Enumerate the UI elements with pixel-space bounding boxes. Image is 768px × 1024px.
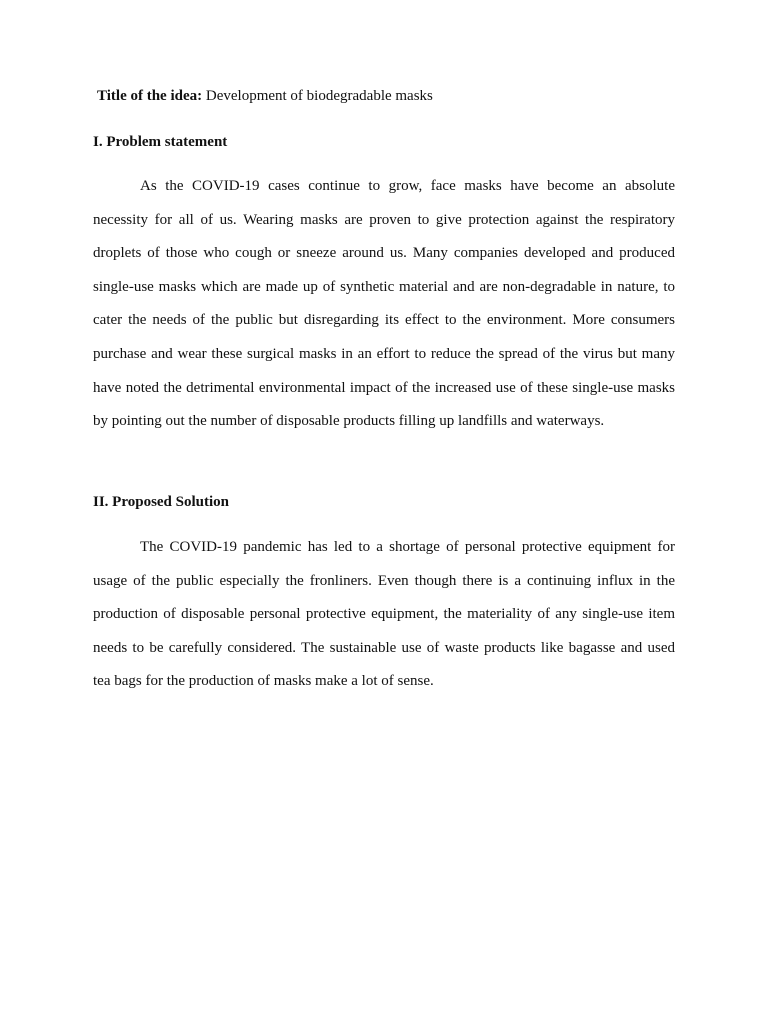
problem-statement-paragraph: As the COVID-19 cases continue to grow, face masks have become an absolute necessity for all of us. Wearing masks are proven to give protection against the respiratory droplets of those who cough or sneeze around us. Many companies developed and produced single-use masks which are made up of synthetic material and are non-degradable in nature, to cater the needs of the public but disregarding its effect to the environment. More consumers purchase and wear these surgical masks in an effort to reduce the spread of the virus but many have noted the detrimental environmental impact of the increased use of these single-use masks by pointing out the number of disposable products filling up landfills and waterways. xyxy=(93,178,675,430)
proposed-solution-paragraph: The COVID-19 pandemic has led to a shortage of personal protective equipment for usage of the public especially the fronliners. Even though there is a continuing influx in the production of disposable personal protective equipment, the materiality of any single-use item needs to be carefully considered. The sustainable use of waste products like bagasse and used tea bags for the production of masks make a lot of sense. xyxy=(93,539,675,690)
idea-title-label: Title of the idea: xyxy=(97,88,203,104)
idea-title-text: Development of biodegradable masks xyxy=(202,88,433,104)
idea-title xyxy=(97,86,433,106)
section-heading-proposed-solution: II. Proposed Solution xyxy=(93,494,230,510)
section-heading-problem-statement: I. Problem statement xyxy=(93,134,228,150)
